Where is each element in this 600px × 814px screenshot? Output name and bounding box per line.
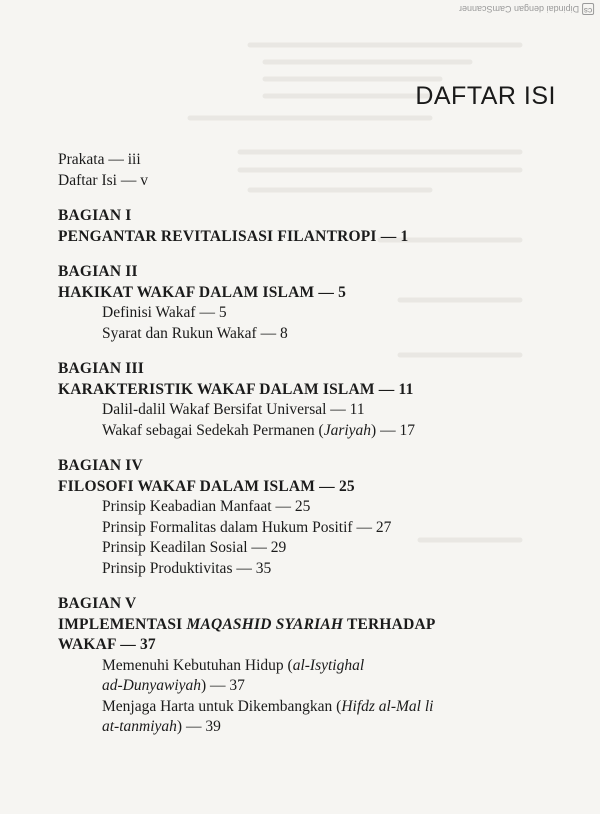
chapter-text: Wakaf sebagai Sedekah Permanen ( <box>102 421 324 439</box>
part-title <box>58 615 578 636</box>
chapter-entry <box>58 421 578 442</box>
chapter-italic-term: Jariyah <box>323 421 372 439</box>
part-title-text: IMPLEMENTASI <box>58 615 187 633</box>
part-title-line-2: WAKAF — 37 <box>58 636 156 653</box>
chapter-entry: Prinsip Produktivitas — 35 <box>102 559 272 577</box>
front-matter <box>58 150 578 191</box>
chapter-page: ) — 17 <box>371 421 415 439</box>
chapter-entry: Dalil-dalil Wakaf Bersifat Universal — 11 <box>102 401 365 418</box>
part-title-italic: MAQASHID SYARIAH <box>186 615 344 633</box>
chapter-line-2 <box>102 676 578 697</box>
chapter-line-1 <box>102 697 578 718</box>
watermark-text: Dipindai dengan CamScanner <box>458 4 579 14</box>
chapter-entry <box>58 697 578 738</box>
chapter-italic-term: al-Isytighal <box>292 656 365 674</box>
chapter-page: ) — 37 <box>201 677 245 694</box>
chapter-entry: Definisi Wakaf — 5 <box>102 304 227 321</box>
chapter-italic-term: ad-Dunyawiyah <box>102 677 202 694</box>
chapter-line-2 <box>102 717 578 738</box>
part-1 <box>58 206 578 247</box>
part-label: BAGIAN II <box>58 263 138 280</box>
part-label: BAGIAN IV <box>58 457 143 474</box>
part-label: BAGIAN I <box>58 207 132 224</box>
toc-entry-daftar-isi: Daftar Isi — v <box>58 171 148 189</box>
toc-entry-prakata: Prakata — iii <box>58 151 141 168</box>
chapter-text: Menjaga Harta untuk Dikembangkan ( <box>102 697 342 715</box>
chapter-entry: Prinsip Keadilan Sosial — 29 <box>102 539 287 556</box>
part-label: BAGIAN III <box>58 360 144 377</box>
chapter-entry: Syarat dan Rukun Wakaf — 8 <box>102 324 288 342</box>
chapter-italic-term: Hifdz al-Mal li <box>341 697 434 715</box>
part-title: FILOSOFI WAKAF DALAM ISLAM — 25 <box>58 477 355 495</box>
part-title: KARAKTERISTIK WAKAF DALAM ISLAM — 11 <box>58 380 414 398</box>
part-2 <box>58 262 578 344</box>
part-3 <box>58 359 578 441</box>
part-title-text-end: TERHADAP <box>343 615 436 633</box>
chapter-entry <box>58 656 578 697</box>
chapter-entry: Prinsip Formalitas dalam Hukum Positif — 27 <box>102 518 392 536</box>
chapter-page: ) — 39 <box>176 718 221 735</box>
page-title: DAFTAR ISI <box>415 82 556 110</box>
scanner-watermark <box>459 3 594 15</box>
chapter-text: Memenuhi Kebutuhan Hidup ( <box>102 656 293 674</box>
part-title: HAKIKAT WAKAF DALAM ISLAM — 5 <box>58 283 347 301</box>
chapter-line-1 <box>102 656 578 677</box>
part-title: PENGANTAR REVITALISASI FILANTROPI — 1 <box>58 227 409 245</box>
camscanner-icon: CS <box>582 3 594 15</box>
table-of-contents <box>58 150 578 753</box>
part-5 <box>58 594 578 738</box>
chapter-entry: Prinsip Keabadian Manfaat — 25 <box>102 498 311 515</box>
chapter-italic-term: at-tanmiyah <box>102 718 177 735</box>
part-label: BAGIAN V <box>58 595 137 612</box>
part-4 <box>58 456 578 579</box>
